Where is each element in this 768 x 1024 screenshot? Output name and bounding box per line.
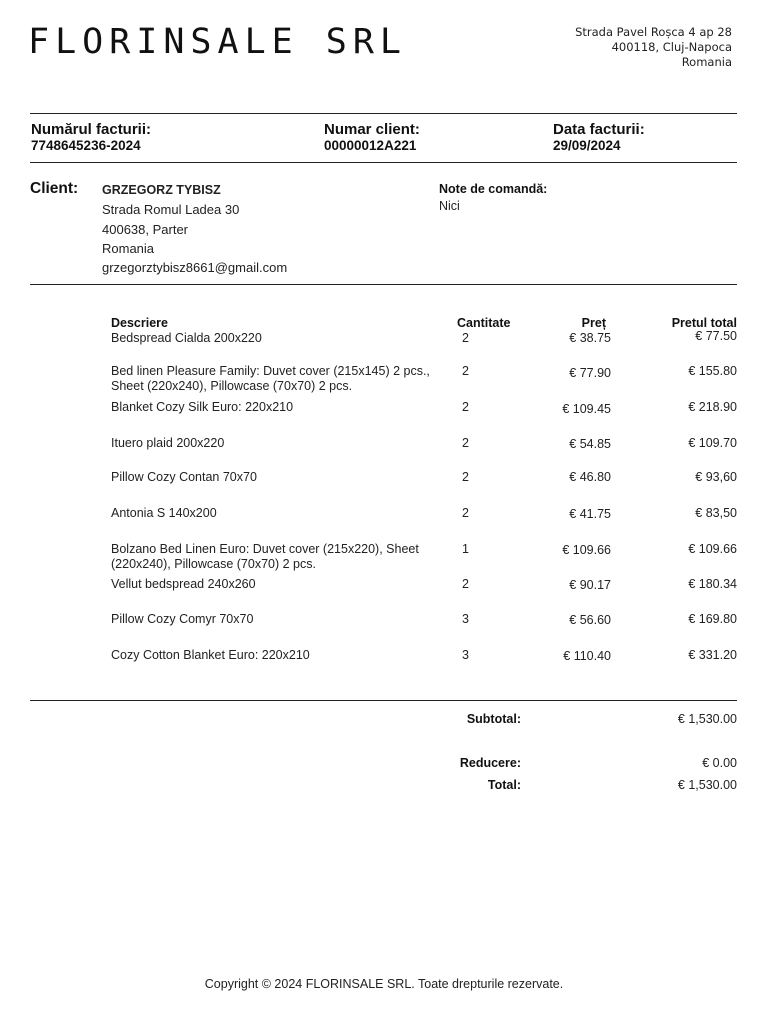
item-price: € 109.45: [562, 402, 611, 416]
invoice-number: 7748645236-2024: [31, 138, 141, 153]
invoice-number-label: Numărul facturii:: [31, 121, 152, 138]
company-address-line: Romania: [681, 55, 732, 69]
item-quantity: 2: [462, 506, 469, 520]
item-quantity: 2: [462, 436, 469, 450]
divider: [30, 284, 737, 285]
item-description: Blanket Cozy Silk Euro: 220x210: [111, 400, 294, 414]
item-price: € 54.85: [569, 437, 611, 451]
invoice-date-label: Data facturii:: [553, 121, 645, 138]
item-quantity: 2: [462, 364, 469, 378]
order-notes-value: Nici: [439, 199, 460, 213]
item-description: Pillow Cozy Contan 70x70: [111, 470, 257, 484]
column-header-description: Descriere: [111, 316, 168, 330]
item-total: € 155.80: [688, 364, 737, 378]
item-quantity: 1: [462, 542, 469, 556]
item-quantity: 2: [462, 400, 469, 414]
item-total: € 83,50: [695, 506, 737, 520]
item-price: € 46.80: [569, 470, 611, 484]
item-description: Ituero plaid 200x220: [111, 436, 225, 450]
company-logo: FLORINSALE SRL: [28, 22, 408, 62]
item-quantity: 2: [462, 577, 469, 591]
item-description: Antonia S 140x200: [111, 506, 217, 520]
item-price: € 38.75: [569, 331, 611, 345]
column-header-total: Pretul total: [671, 316, 737, 330]
item-total: € 180.34: [688, 577, 737, 591]
divider: [30, 113, 737, 114]
item-description: Bed linen Pleasure Family: Duvet cover (215x145) 2 pcs., Sheet (220x240), Pillowcase (70x70) 2 pcs.: [111, 364, 430, 393]
client-email: grzegorztybisz8661@gmail.com: [102, 260, 288, 276]
item-total: € 109.66: [688, 542, 737, 556]
client-address-line: 400638, Parter: [102, 221, 189, 237]
item-description: Cozy Cotton Blanket Euro: 220x210: [111, 648, 310, 662]
subtotal-value: € 1,530.00: [677, 712, 737, 726]
company-address: [575, 25, 732, 70]
item-description: Vellut bedspread 240x260: [111, 577, 256, 591]
column-header-quantity: Cantitate: [457, 316, 511, 330]
item-price: € 77.90: [569, 366, 611, 380]
discount-label: Reducere:: [459, 756, 521, 770]
item-total: € 218.90: [688, 400, 737, 414]
item-description: Bedspread Cialda 200x220: [111, 331, 262, 345]
client-number: 00000012A221: [324, 138, 417, 153]
item-quantity: 2: [462, 470, 469, 484]
item-description: Bolzano Bed Linen Euro: Duvet cover (215x220), Sheet (220x240), Pillowcase (70x70) 2 pcs.: [111, 542, 419, 571]
client-address-line: Strada Romul Ladea 30: [102, 202, 240, 218]
item-total: € 77.50: [695, 329, 737, 343]
invoice-date: 29/09/2024: [553, 138, 621, 153]
divider: [30, 700, 737, 701]
item-price: € 56.60: [569, 613, 611, 627]
total-label: Total:: [487, 778, 521, 792]
company-address-line: 400118, Cluj-Napoca: [611, 40, 732, 54]
item-total: € 331.20: [688, 648, 737, 662]
item-quantity: 2: [462, 331, 469, 345]
company-address-line: Strada Pavel Roșca 4 ap 28: [575, 25, 732, 39]
column-header-price: Preț: [581, 316, 606, 330]
client-details: [102, 181, 287, 277]
item-total: € 109.70: [688, 436, 737, 450]
client-label: Client:: [30, 180, 79, 197]
subtotal-label: Subtotal:: [466, 712, 521, 726]
item-total: € 93,60: [695, 470, 737, 484]
item-quantity: 3: [462, 612, 469, 626]
item-total: € 169.80: [688, 612, 737, 626]
item-quantity: 3: [462, 648, 469, 662]
discount-value: € 0.00: [702, 756, 737, 770]
client-number-label: Numar client:: [324, 121, 420, 138]
item-price: € 90.17: [569, 578, 611, 592]
copyright-footer: Copyright © 2024 FLORINSALE SRL. Toate drepturile rezervate.: [204, 977, 564, 991]
client-address-line: Romania: [102, 240, 155, 256]
order-notes-label: Note de comandă:: [439, 182, 548, 196]
item-price: € 41.75: [569, 507, 611, 521]
item-price: € 110.40: [563, 649, 611, 663]
divider: [30, 162, 737, 163]
item-price: € 109.66: [562, 543, 611, 557]
total-value: € 1,530.00: [677, 778, 737, 792]
item-description: Pillow Cozy Comyr 70x70: [111, 612, 254, 626]
client-name: GRZEGORZ TYBISZ: [102, 183, 221, 197]
